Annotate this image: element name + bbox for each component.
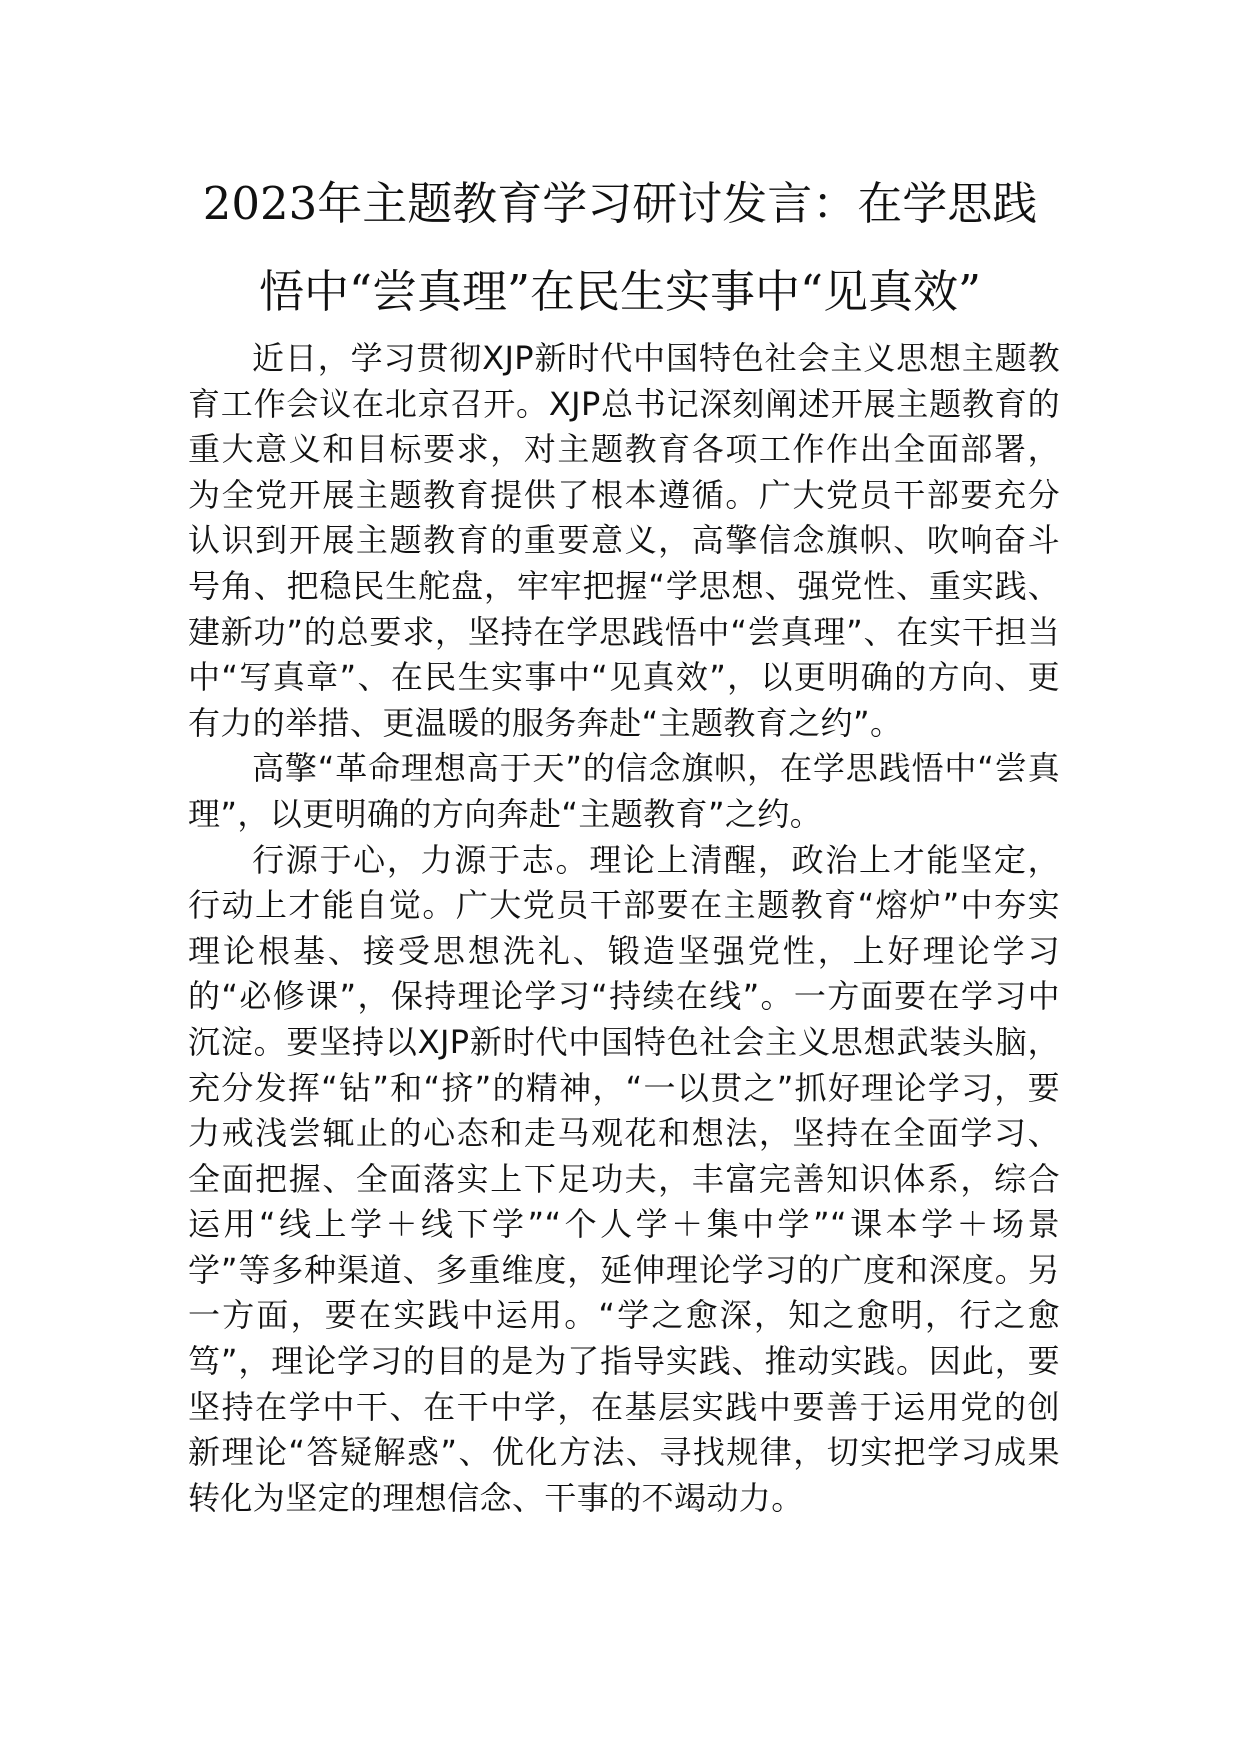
document-title: [150, 160, 1090, 336]
document-body: [188, 336, 1060, 1521]
paragraph-heading-point: 高擎“革命理想高于天”的信念旗帜，在学思践悟中“尝真理”，以更明确的方向奔赴“主题教育”之约。: [188, 749, 1060, 833]
paragraph-theory-study: 行源于心，力源于志。理论上清醒，政治上才能坚定，行动上才能自觉。广大党员干部要在主题教育“熔炉”中夯实理论根基、接受思想洗礼、锻造坚强党性，上好理论学习的“必修课”，保持理论学习“持续在线”。一方面要在学习中沉淀。要坚持以XJP新时代中国特色社会主义思想武装头脑，充分发挥“钻”和“挤”的精神，“一以贯之”抓好理论学习，要力戒浅尝辄止的心态和走马观花和想法，坚持在全面学习、全面把握、全面落实上下足功夫，丰富完善知识体系，综合运用“线上学＋线下学”“个人学＋集中学”“课本学＋场景学”等多种渠道、多重维度，延伸理论学习的广度和深度。另一方面，要在实践中运用。“学之愈深，知之愈明，行之愈笃”，理论学习的目的是为了指导实践、推动实践。因此，要坚持在学中干、在干中学，在基层实践中要善于运用党的创新理论“答疑解惑”、优化方法、寻找规律，切实把学习成果转化为坚定的理想信念、干事的不竭动力。: [188, 840, 1060, 1517]
paragraph-intro: 近日，学习贯彻XJP新时代中国特色社会主义思想主题教育工作会议在北京召开。XJP总书记深刻阐述开展主题教育的重大意义和目标要求，对主题教育各项工作作出全面部署，为全党开展主题教育提供了根本遵循。广大党员干部要充分认识到开展主题教育的重要意义，高擎信念旗帜、吹响奋斗号角、把稳民生舵盘，牢牢把握“学思想、强党性、重实践、建新功”的总要求，坚持在学思践悟中“尝真理”、在实干担当中“写真章”、在民生实事中“见真效”，以更明确的方向、更有力的举措、更温暖的服务奔赴“主题教育之约”。: [188, 339, 1060, 742]
title-line-2: 悟中“尝真理”在民生实事中“见真效”: [258, 265, 982, 318]
title-line-1: 2023年主题教育学习研讨发言：在学思践: [202, 177, 1038, 230]
